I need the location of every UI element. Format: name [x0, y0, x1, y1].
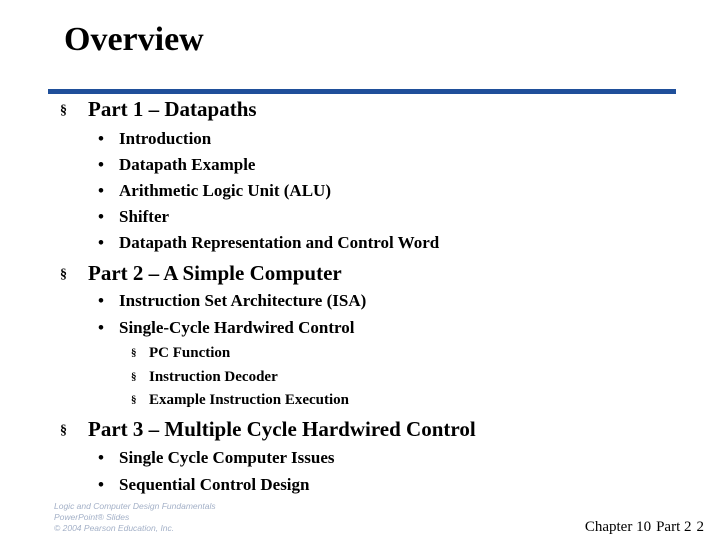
list-item — [98, 180, 331, 202]
sub-list-item-text: Example Instruction Execution — [149, 392, 350, 408]
sub-list-item — [131, 367, 278, 387]
section-heading-text: Part 1 – Datapaths — [88, 97, 257, 121]
section-heading-text: Part 3 – Multiple Cycle Hardwired Control — [88, 417, 476, 441]
bullet-icon: • — [98, 318, 104, 337]
section-marker-icon: § — [60, 267, 67, 282]
sub-bullet-icon: § — [131, 347, 137, 359]
logo-line: © 2004 Pearson Education, Inc. — [54, 523, 175, 533]
slide-footer — [585, 518, 704, 536]
list-item-text: Single Cycle Computer Issues — [119, 448, 335, 467]
list-item-text: Arithmetic Logic Unit (ALU) — [119, 181, 331, 200]
bullet-icon: • — [98, 129, 104, 148]
footer-chapter: Chapter 10 — [584, 519, 652, 535]
section-heading-text: Part 2 – A Simple Computer — [88, 261, 342, 285]
bullet-icon: • — [98, 233, 104, 252]
list-item — [98, 317, 354, 339]
bullet-icon: • — [98, 448, 104, 467]
list-item-text: Instruction Set Architecture (ISA) — [119, 291, 367, 310]
section-heading-part-1 — [60, 96, 257, 124]
list-item-text: Datapath Representation and Control Word — [119, 233, 440, 252]
list-item — [98, 447, 335, 469]
footer-part: Part 2 — [656, 519, 692, 535]
bullet-icon: • — [98, 291, 104, 310]
sub-list-item — [131, 390, 349, 410]
section-heading-part-2 — [60, 260, 342, 288]
list-item-text: Sequential Control Design — [119, 475, 310, 494]
list-item — [98, 154, 255, 176]
sub-list-item-text: PC Function — [149, 345, 231, 361]
list-item — [98, 474, 310, 496]
section-marker-icon: § — [60, 423, 67, 438]
list-item-text: Datapath Example — [119, 155, 256, 174]
list-item-text: Single-Cycle Hardwired Control — [119, 318, 355, 337]
sub-bullet-icon: § — [131, 371, 137, 383]
bullet-icon: • — [98, 207, 104, 226]
publisher-logo — [54, 501, 216, 534]
list-item-text: Introduction — [119, 129, 212, 148]
section-heading-part-3 — [60, 416, 476, 444]
list-item — [98, 128, 211, 150]
list-item — [98, 232, 439, 254]
logo-line: Logic and Computer Design Fundamentals — [54, 501, 216, 511]
footer-page-number: 2 — [696, 519, 704, 535]
section-marker-icon: § — [60, 103, 67, 118]
bullet-icon: • — [98, 475, 104, 494]
logo-line: PowerPoint® Slides — [54, 512, 130, 522]
list-item — [98, 206, 169, 228]
list-item-text: Shifter — [119, 207, 170, 226]
bullet-icon: • — [98, 181, 104, 200]
list-item — [98, 290, 366, 312]
sub-list-item — [131, 343, 230, 363]
bullet-icon: • — [98, 155, 104, 174]
sub-bullet-icon: § — [131, 394, 137, 406]
sub-list-item-text: Instruction Decoder — [149, 369, 278, 385]
slide-title: Overview — [64, 21, 204, 58]
title-underline-rule — [48, 89, 676, 94]
